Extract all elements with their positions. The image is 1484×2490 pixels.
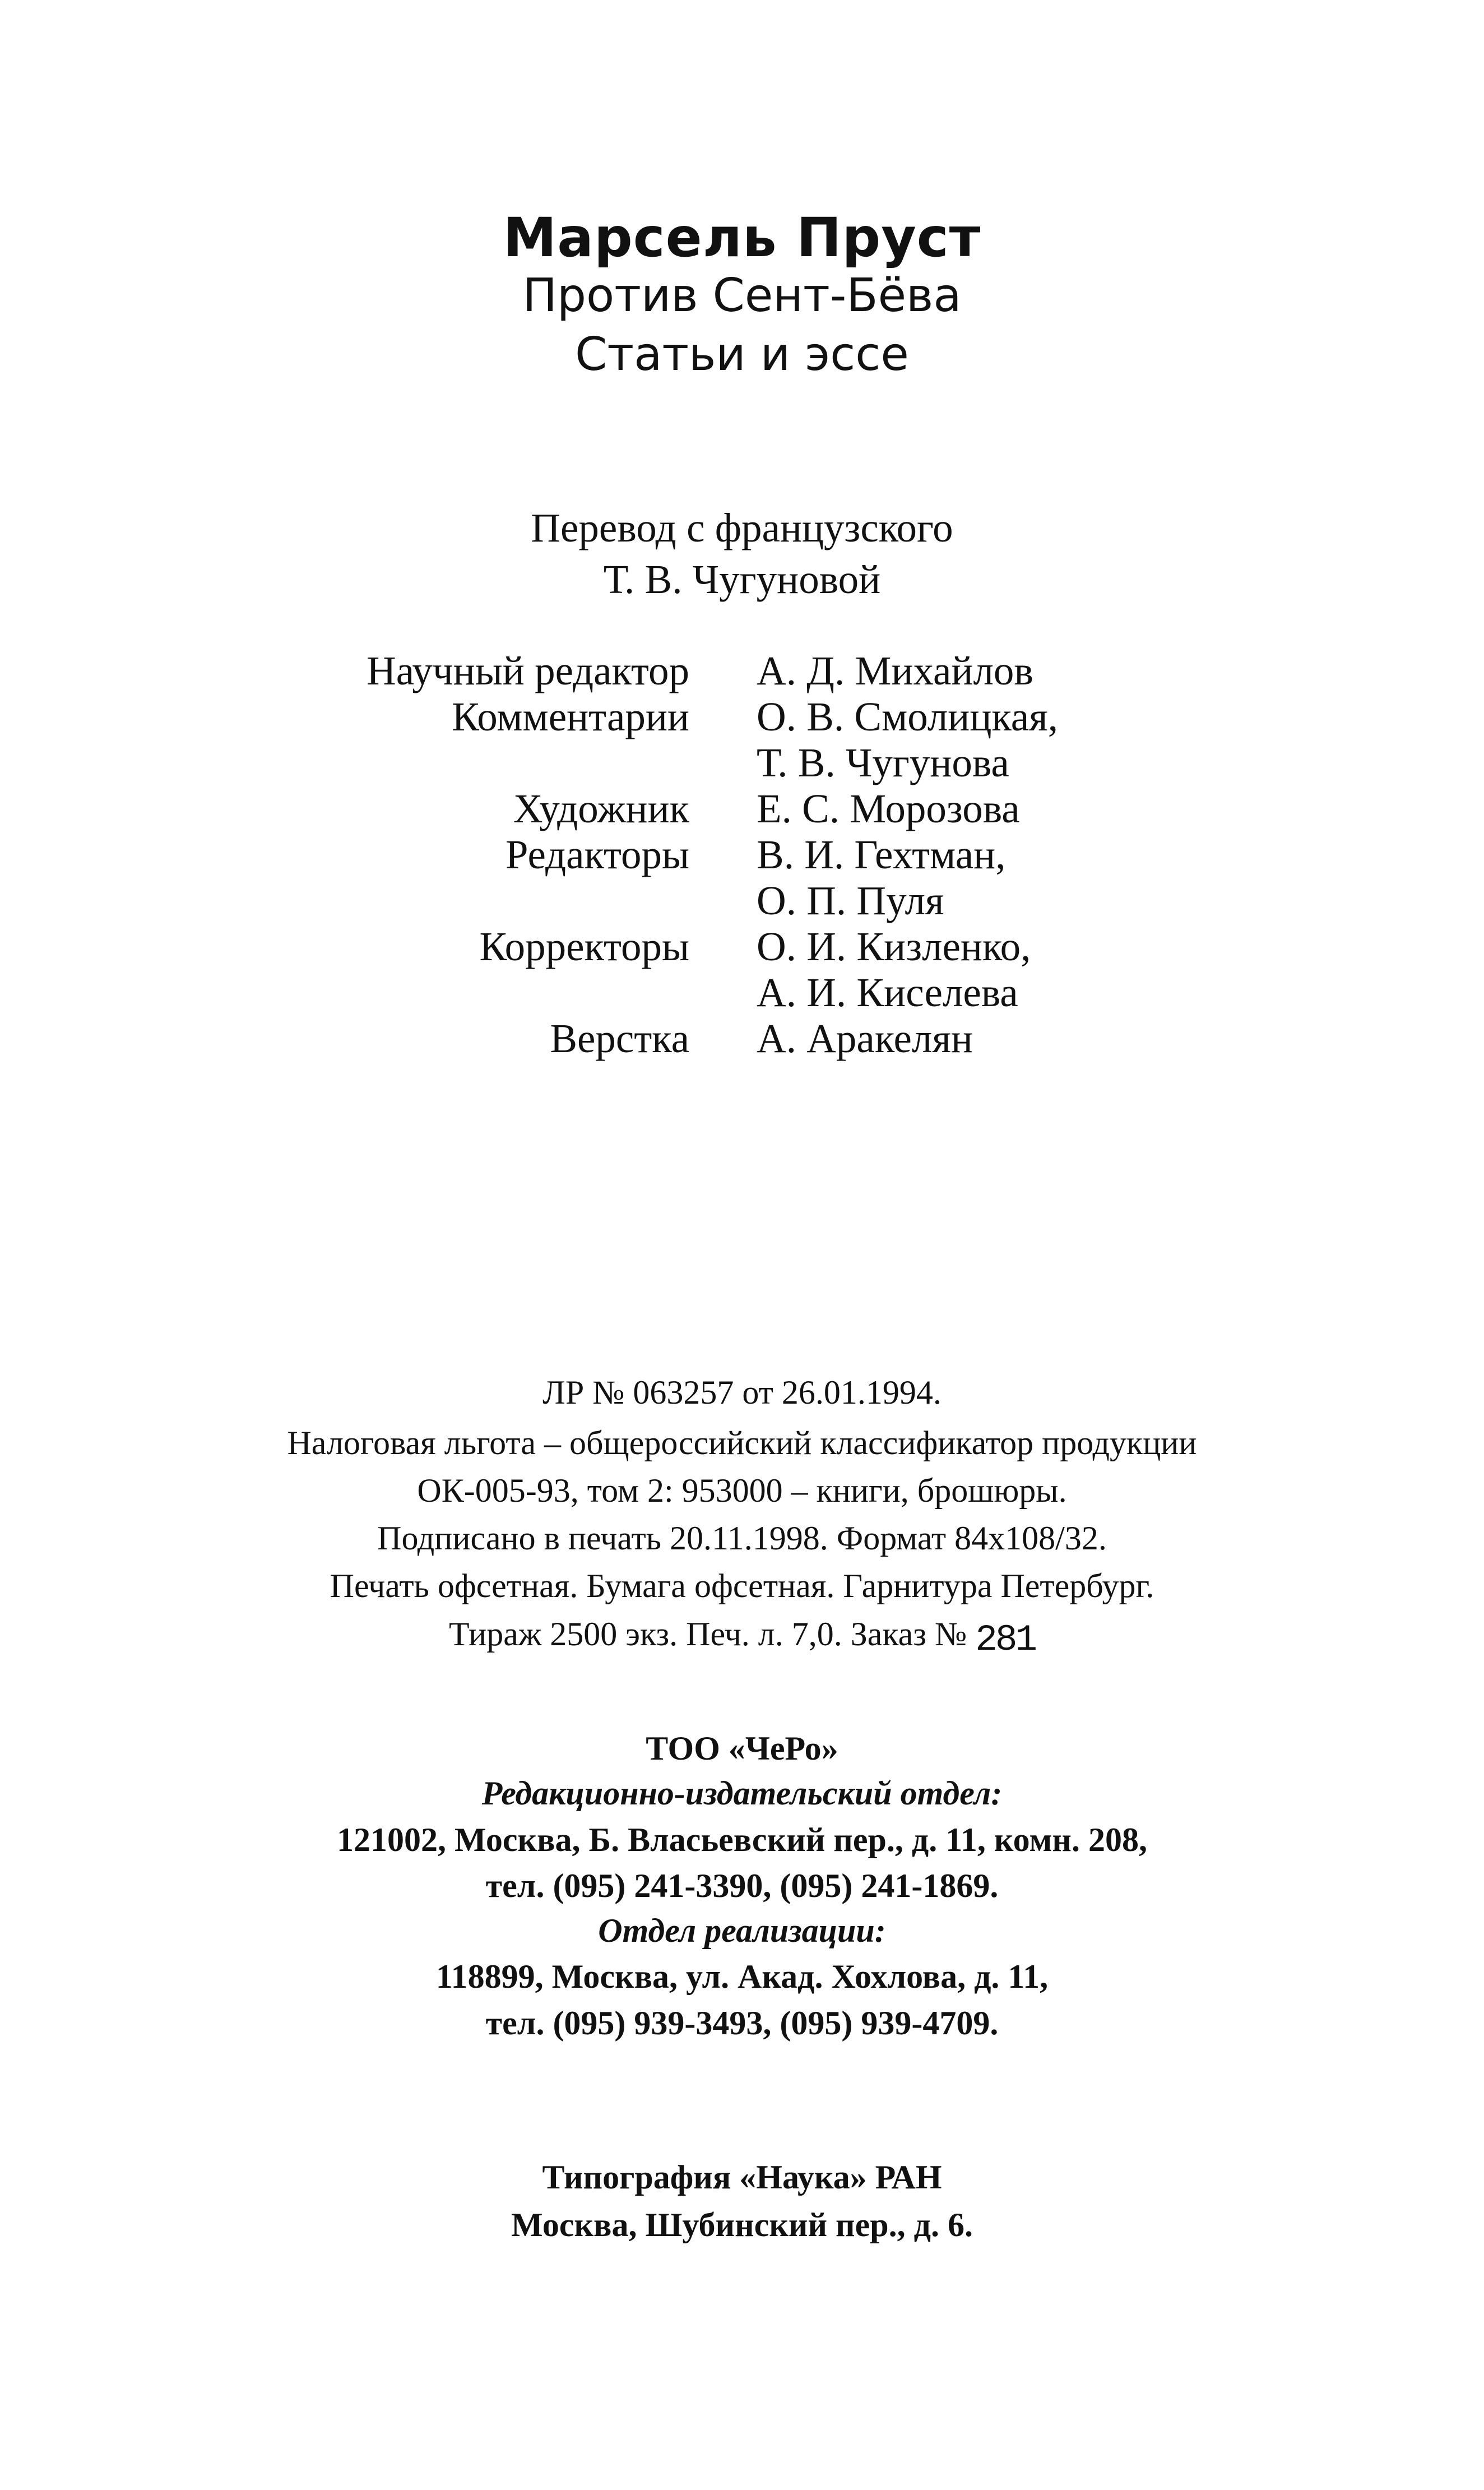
credit-name: А. Д. Михайлов [757, 648, 1033, 693]
sales-dept-address: 118899, Москва, ул. Акад. Хохлова, д. 11, [435, 1958, 1049, 1995]
classifier-line: ОК-005-93, том 2: 953000 – книги, брошюры. [417, 1472, 1067, 1509]
credit-row [0, 739, 1484, 785]
credit-name: А. И. Киселева [757, 970, 1018, 1015]
editorial-dept-phone: тел. (095) 241-3390, (095) 241-1869. [485, 1867, 999, 1904]
translation-note: Перевод с французского [531, 505, 953, 550]
order-number: 281 [975, 1619, 1036, 1661]
credit-name: О. В. Смолицкая, [757, 694, 1058, 739]
credit-row [0, 831, 1484, 877]
credit-role: Комментарии [452, 694, 689, 739]
credit-role: Художник [513, 786, 689, 831]
credit-row [0, 647, 1484, 693]
credit-name: В. И. Гехтман, [757, 832, 1006, 877]
printer-name: Типография «Наука» РАН [542, 2159, 942, 2196]
print-run-text: Тираж 2500 экз. Печ. л. 7,0. Заказ № [448, 1616, 967, 1653]
print-paper-font-line: Печать офсетная. Бумага офсетная. Гарнитура Петербург. [330, 1567, 1154, 1604]
credit-row [0, 923, 1484, 969]
credit-role: Корректоры [479, 924, 689, 969]
credit-role: Верстка [550, 1016, 689, 1061]
credit-row [0, 785, 1484, 831]
print-run-line [0, 1614, 1484, 1661]
editorial-dept-address: 121002, Москва, Б. Власьевский пер., д. 11, комн. 208, [337, 1821, 1147, 1858]
credit-role: Научный редактор [367, 648, 689, 693]
sales-dept-phone: тел. (095) 939-3493, (095) 939-4709. [485, 2005, 999, 2042]
publisher-name: ТОО «ЧеРо» [646, 1730, 838, 1767]
printer-address: Москва, Шубинский пер., д. 6. [511, 2206, 973, 2243]
credit-row [0, 969, 1484, 1015]
credit-name: О. И. Кизленко, [757, 924, 1031, 969]
credit-role: Редакторы [505, 832, 689, 877]
credit-name: А. Аракелян [757, 1016, 973, 1061]
credit-name: Т. В. Чугунова [757, 740, 1009, 785]
credit-name: Е. С. Морозова [757, 786, 1020, 831]
book-title-line-1: Против Сент-Бёва [522, 269, 962, 322]
signed-to-print-line: Подписано в печать 20.11.1998. Формат 84x108/32. [377, 1520, 1107, 1557]
credit-row [0, 693, 1484, 739]
author-name: Марсель Пруст [503, 206, 981, 269]
credit-row [0, 1015, 1484, 1061]
tax-benefit-line: Налоговая льгота – общероссийский классификатор продукции [287, 1424, 1197, 1461]
book-title-line-2: Статьи и эссе [575, 328, 909, 381]
sales-dept-heading: Отдел реализации: [598, 1912, 886, 1949]
translator-name: Т. В. Чугуновой [603, 557, 881, 602]
credit-name: О. П. Пуля [757, 878, 944, 923]
credit-row [0, 877, 1484, 923]
editorial-dept-heading: Редакционно-издательский отдел: [481, 1775, 1003, 1812]
license-line: ЛР № 063257 от 26.01.1994. [542, 1374, 942, 1411]
